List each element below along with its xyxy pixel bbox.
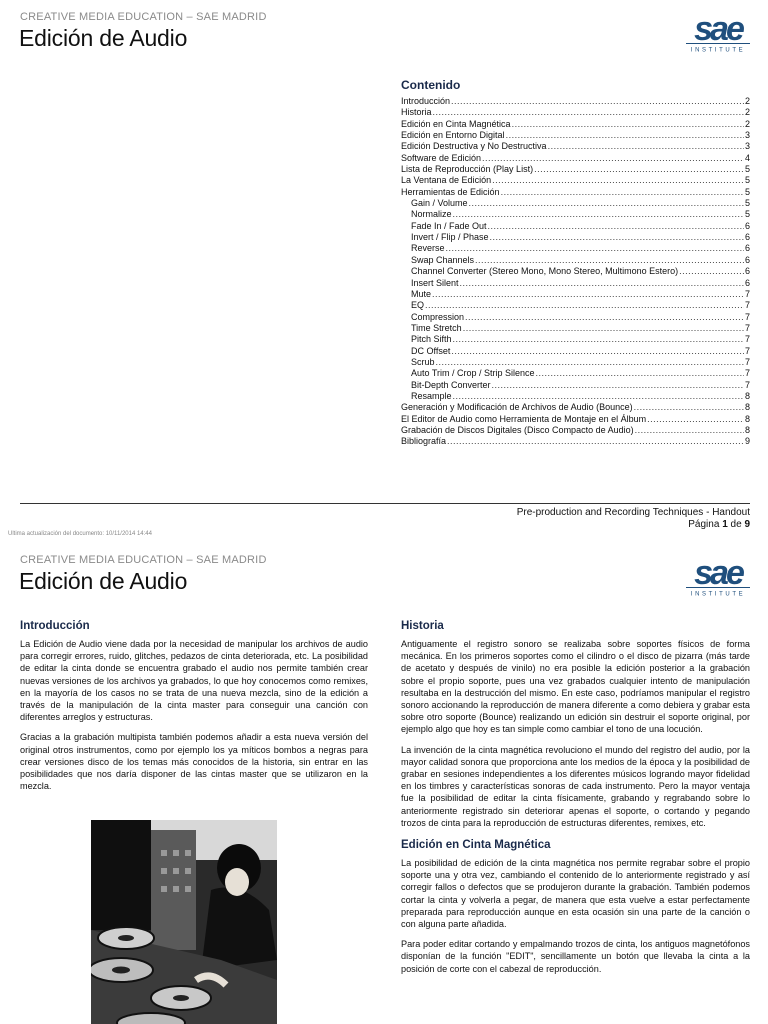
toc-entry-label: Channel Converter (Stereo Mono, Mono Stereo, Multimono Estero) — [411, 266, 679, 277]
toc-entry-page: 7 — [744, 322, 750, 333]
toc-entry[interactable] — [401, 187, 750, 198]
toc-entry-label: Pitch Sifth — [411, 334, 452, 345]
toc-entry-page: 6 — [744, 220, 750, 231]
toc-entry[interactable] — [401, 141, 750, 152]
toc-entry-label: Lista de Reproducción (Play List) — [401, 164, 534, 175]
toc-dot-leader — [548, 141, 744, 152]
toc-entry-page: 7 — [744, 311, 750, 322]
left-column — [20, 620, 368, 800]
toc-entry-page: 7 — [744, 356, 750, 367]
toc-entry-page: 8 — [744, 413, 750, 424]
logo-subtitle: INSTITUTE — [690, 591, 746, 598]
toc-heading: Contenido — [401, 78, 461, 92]
toc-entry-page: 8 — [744, 390, 750, 401]
toc-entry[interactable] — [401, 436, 750, 447]
toc-entry[interactable] — [401, 255, 750, 266]
toc-entry[interactable] — [401, 266, 750, 277]
toc-dot-leader — [488, 221, 744, 232]
toc-entry[interactable] — [401, 425, 750, 436]
toc-entry-label: Edición en Entorno Digital — [401, 130, 505, 141]
toc-dot-leader — [512, 119, 744, 130]
toc-dot-leader — [433, 107, 744, 118]
toc-entry[interactable] — [401, 130, 750, 141]
toc-entry[interactable] — [401, 221, 750, 232]
toc-dot-leader — [501, 187, 744, 198]
footer-page-number — [688, 519, 750, 530]
paragraph: Antiguamente el registro sonoro se realizaba sobre soportes físicos de forma mecánica. En los primeros soportes como el cilindro o el disco de pizarra (más tarde de acetato y después de vinilo) no era posible la edición posterior a la grabación sobre el propio soporte, pues una vez grabados cualquier intento de manipulación resultaba en la destrucción del mismo. En este caso, podríamos manipular el registro sonoro accionando la reproducción de manera diferente a como debiera y grabar esta sobre otro soporte (Bounce) realizando un edición sin destruir el soporte original, por ejemplo algo que hoy es tan simple como cambiar el tono de una locución. — [401, 639, 750, 735]
toc-entry-page: 2 — [744, 107, 750, 118]
toc-dot-leader — [460, 278, 744, 289]
toc-dot-leader — [453, 334, 744, 345]
toc-dot-leader — [506, 130, 744, 141]
toc-entry-label: Herramientas de Edición — [401, 186, 500, 197]
toc-entry-page: 3 — [744, 141, 750, 152]
toc-entry[interactable] — [401, 334, 750, 345]
toc-entry[interactable] — [401, 357, 750, 368]
toc-dot-leader — [634, 402, 744, 413]
toc-entry-label: Invert / Flip / Phase — [411, 232, 489, 243]
toc-entry-label: Swap Channels — [411, 254, 475, 265]
toc-entry-label: Bibliografía — [401, 436, 447, 447]
toc-dot-leader — [446, 243, 744, 254]
toc-dot-leader — [679, 266, 744, 277]
logo-mark: sae — [694, 554, 742, 592]
toc-dot-leader — [534, 164, 744, 175]
toc-entry-page: 7 — [744, 368, 750, 379]
toc-entry-page: 6 — [744, 266, 750, 277]
page-of: de — [730, 519, 742, 530]
toc-entry-page: 4 — [744, 152, 750, 163]
toc-entry-page: 5 — [744, 209, 750, 220]
toc-entry-label: Insert Silent — [411, 277, 459, 288]
toc-entry[interactable] — [401, 414, 750, 425]
section-heading-cinta-magnetica: Edición en Cinta Magnética — [401, 839, 551, 852]
paragraph: Gracias a la grabación multipista también podemos añadir a esta nueva versión del original otros instrumentos, como por ejemplo los ya míticos bombos a negras para crear versiones disco de los temas más conocidos de la historia, sin entrar en las posibilidades que nos daría disponer de las cintas master que se utilizaron en la mezcla. — [20, 732, 368, 792]
toc-dot-leader — [453, 391, 744, 402]
toc-dot-leader — [463, 323, 744, 334]
toc-entry-page: 2 — [744, 96, 750, 106]
toc-entry[interactable] — [401, 198, 750, 209]
toc-entry[interactable] — [401, 300, 750, 311]
toc-dot-leader — [536, 368, 744, 379]
toc-entry-label: Edición en Cinta Magnética — [401, 118, 511, 129]
toc-dot-leader — [490, 232, 744, 243]
toc-entry-page: 9 — [744, 436, 750, 447]
section-heading-historia: Historia — [401, 620, 444, 632]
toc-dot-leader — [475, 255, 744, 266]
header-kicker: CREATIVE MEDIA EDUCATION – SAE MADRID — [20, 554, 267, 566]
toc-entry-page: 6 — [744, 277, 750, 288]
toc-dot-leader — [432, 289, 744, 300]
toc-list — [401, 96, 750, 448]
toc-entry-label: Grabación de Discos Digitales (Disco Compacto de Audio) — [401, 424, 634, 435]
page-current: 1 — [722, 519, 728, 530]
toc-entry[interactable] — [401, 368, 750, 379]
toc-entry[interactable] — [401, 96, 750, 107]
toc-dot-leader — [447, 436, 744, 447]
toc-entry-label: DC Offset — [411, 345, 451, 356]
toc-dot-leader — [436, 357, 744, 368]
toc-entry-label: Historia — [401, 107, 432, 118]
toc-entry-page: 5 — [744, 164, 750, 175]
toc-entry-page: 5 — [744, 186, 750, 197]
toc-entry-page: 7 — [744, 345, 750, 356]
toc-entry[interactable] — [401, 380, 750, 391]
toc-entry-page: 5 — [744, 175, 750, 186]
toc-dot-leader — [465, 312, 744, 323]
toc-entry[interactable] — [401, 232, 750, 243]
toc-dot-leader — [451, 346, 744, 357]
toc-dot-leader — [451, 96, 744, 107]
toc-entry-page: 6 — [744, 243, 750, 254]
table-of-contents — [401, 78, 750, 448]
toc-entry-label: Edición Destructiva y No Destructiva — [401, 141, 547, 152]
toc-entry-page: 7 — [744, 288, 750, 299]
toc-entry-page: 8 — [744, 402, 750, 413]
toc-entry[interactable] — [401, 278, 750, 289]
toc-entry-label: El Editor de Audio como Herramienta de Montaje en el Álbum — [401, 413, 647, 424]
toc-entry-label: Auto Trim / Crop / Strip Silence — [411, 368, 535, 379]
right-column — [401, 620, 750, 983]
toc-entry-label: Time Stretch — [411, 322, 462, 333]
toc-entry[interactable] — [401, 164, 750, 175]
paragraph: La Edición de Audio viene dada por la necesidad de manipular los archivos de audio para corregir errores, ruido, glitches, pedazos de cinta deteriorada, etc. La posibilidad de editar la cinta donde se encuentra grabado el audio nos permite también crear nuevas versiones de los archivos ya grabados, lo que hoy conocemos como remixes, en la mayoría de los casos no se trata de una nueva mezcla, sino de la edición a través de la manipulación de la cinta master para conseguir una canción con diferentes arreglos y estructuras. — [20, 639, 368, 723]
toc-entry-page: 7 — [744, 300, 750, 311]
toc-entry[interactable] — [401, 289, 750, 300]
header-kicker: CREATIVE MEDIA EDUCATION – SAE MADRID — [20, 11, 267, 23]
page-word: Página — [688, 519, 720, 530]
toc-entry[interactable] — [401, 391, 750, 402]
toc-entry-label: Fade In / Fade Out — [411, 220, 487, 231]
toc-entry-label: Introducción — [401, 96, 451, 106]
toc-dot-leader — [635, 425, 744, 436]
toc-entry-page: 7 — [744, 334, 750, 345]
toc-entry[interactable] — [401, 153, 750, 164]
toc-entry[interactable] — [401, 119, 750, 130]
footer-course-title: Pre-production and Recording Techniques - Handout — [516, 507, 750, 518]
page-total: 9 — [744, 519, 750, 530]
toc-entry[interactable] — [401, 209, 750, 220]
update-timestamp: Ultima actualización del documento: 10/11/2014 14:44 — [8, 531, 152, 537]
toc-entry-label: Software de Edición — [401, 152, 482, 163]
toc-entry[interactable] — [401, 346, 750, 357]
toc-entry[interactable] — [401, 107, 750, 118]
toc-entry-label: La Ventana de Edición — [401, 175, 492, 186]
footer-divider — [20, 503, 750, 504]
paragraph: La posibilidad de edición de la cinta magnética nos permite regrabar sobre el propio soporte una y otra vez, cambiando el contenido de lo anteriormente registrado y así corregir fallos o defectos que se produjeron durante la grabación. También podemos cortar la cinta y volverla a pegar, de manera que esta vuelve a estar perfectamente preparada para reproducción aunque en esta ocasión sin una parte de la canción o con alguna parte añadida. — [401, 858, 750, 930]
toc-entry-page: 6 — [744, 232, 750, 243]
toc-dot-leader — [647, 414, 744, 425]
document-page-2 — [0, 545, 768, 1024]
paragraph: Para poder editar cortando y empalmando trozos de cinta, los antiguos magnetófonos disponían de la función "EDIT", sencillamente un botón que llevaba la cinta a la posición de corte con el cabezal de reproducción. — [401, 939, 750, 974]
toc-dot-leader — [469, 198, 744, 209]
toc-entry-label: Compression — [411, 311, 465, 322]
toc-entry-page: 2 — [744, 118, 750, 129]
document-title: Edición de Audio — [19, 25, 188, 51]
paragraph: La invención de la cinta magnética revoluciono el mundo del registro del audio, por la mayor calidad sonora que proporciona ante los medios de la época y la posibilidad de grabar en sesiones independientes a los diferentes músicos logrando mayor fidelidad en los timbres y características sonoras de cada instrumento. Pero la mayor ventaja fue la posibilidad de editar la cinta físicamente, grabando y regrabando sobre lo anteriormente registrado sin deteriorar apenas el soporte, o cortando y pegando trozos de cinta para la reproducción de estructuras diferentes, remixes, etc. — [401, 744, 750, 828]
toc-entry-label: Resample — [411, 390, 452, 401]
toc-entry-label: Generación y Modificación de Archivos de Audio (Bounce) — [401, 402, 633, 413]
toc-entry-page: 8 — [744, 424, 750, 435]
toc-entry[interactable] — [401, 323, 750, 334]
sae-institute-logo — [686, 554, 750, 598]
toc-entry-label: Reverse — [411, 243, 445, 254]
toc-entry-label: Normalize — [411, 209, 452, 220]
toc-dot-leader — [492, 175, 744, 186]
logo-mark: sae — [694, 10, 742, 48]
toc-entry-page: 5 — [744, 198, 750, 209]
toc-entry-label: Mute — [411, 288, 432, 299]
toc-entry-label: EQ — [411, 300, 425, 311]
toc-entry[interactable] — [401, 243, 750, 254]
toc-dot-leader — [492, 380, 744, 391]
section-heading-introduccion: Introducción — [20, 620, 90, 632]
toc-dot-leader — [482, 153, 744, 164]
historical-tape-editing-photo — [91, 820, 277, 1024]
logo-subtitle: INSTITUTE — [690, 47, 746, 54]
toc-entry[interactable] — [401, 402, 750, 413]
document-title: Edición de Audio — [19, 568, 188, 594]
toc-dot-leader — [453, 209, 744, 220]
toc-entry-label: Scrub — [411, 356, 435, 367]
toc-entry-page: 7 — [744, 379, 750, 390]
toc-entry-page: 6 — [744, 254, 750, 265]
toc-entry[interactable] — [401, 312, 750, 323]
toc-entry-label: Gain / Volume — [411, 198, 468, 209]
toc-dot-leader — [425, 300, 744, 311]
toc-entry[interactable] — [401, 175, 750, 186]
toc-entry-page: 3 — [744, 130, 750, 141]
toc-entry-label: Bit-Depth Converter — [411, 379, 491, 390]
sae-institute-logo — [686, 10, 750, 54]
